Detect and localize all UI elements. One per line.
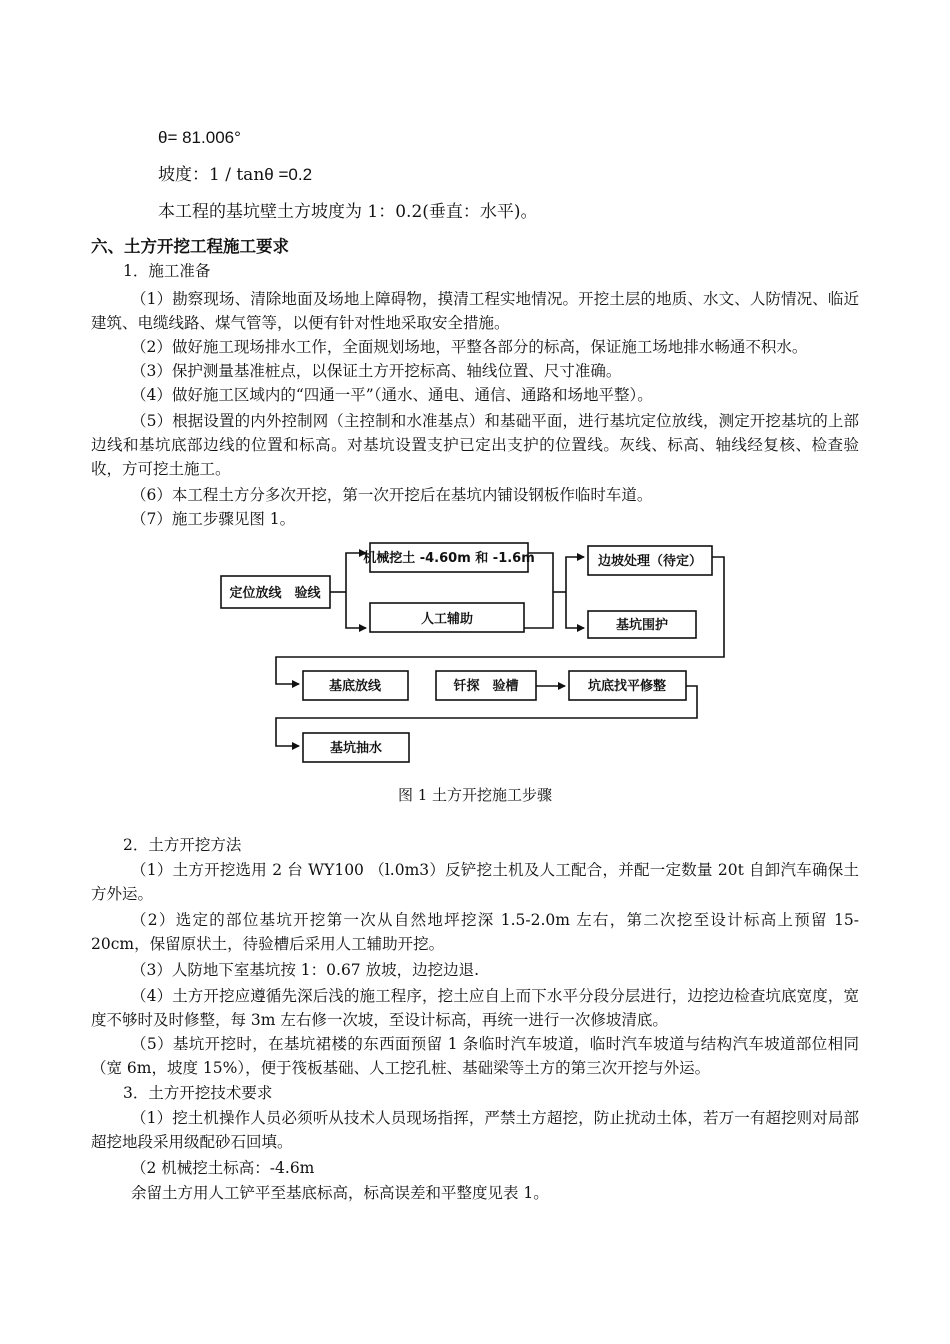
- method-item-3: （3）人防地下室基坑按 1：0.67 放坡，边挖边退.: [131, 961, 480, 979]
- prep-item-7: （7）施工步骤见图 1。: [131, 510, 296, 528]
- prep-item-6: （6）本工程土方分多次开挖，第一次开挖后在基坑内铺设钢板作临时车道。: [131, 486, 653, 504]
- node-base-line: 基底放线: [328, 679, 382, 694]
- technical-item-1: （1）挖土机操作人员必须听从技术人员现场指挥，严禁土方超挖，防止扰动土体，若万一有超挖则对局部超挖地段采用级配砂石回填。: [91, 1109, 859, 1151]
- edge-to-manual: [346, 592, 366, 628]
- method-item-5: （5）基坑开挖时，在基坑裙楼的东西面预留 1 条临时汽车坡道，临时汽车坡道与结构汽车坡道部位相同（宽 6m，坡度 15%），便于筏板基础、人工挖孔桩、基础梁等土方的第三次开挖与外运。: [91, 1035, 859, 1077]
- slope-value: θ =0.2: [264, 165, 313, 184]
- edge-to-support: [566, 592, 584, 628]
- node-pump: 基坑抽水: [329, 741, 383, 756]
- slope-label: 坡度：1 / tan: [158, 165, 265, 185]
- section-title: 六、土方开挖工程施工要求: [91, 237, 289, 256]
- edge-to-slope: [566, 557, 584, 592]
- node-probe: 钎探 验槽: [453, 679, 519, 694]
- method-heading: 2．土方开挖方法: [123, 836, 242, 854]
- node-support: 基坑围护: [615, 618, 669, 633]
- technical-item-3: 余留土方用人工铲平至基底标高，标高误差和平整度见表 1。: [131, 1184, 549, 1202]
- method-item-2: （2）选定的部位基坑开挖第一次从自然地坪挖深 1.5-2.0m 左右，第二次挖至设计标高上预留 15-20cm，保留原状土，待验槽后采用人工辅助开挖。: [91, 911, 859, 953]
- figure-caption: 图 1 土方开挖施工步骤: [397, 786, 553, 804]
- prep-item-5: （5）根据设置的内外控制网（主控制和水准基点）和基础平面，进行基坑定位放线，测定开挖基坑的上部边线和基坑底部边线的位置和标高。对基坑设置支护已定出支护的位置线。灰线、标高、轴线经复核、检查验收，方可挖土施工。: [91, 412, 859, 478]
- node-locate: 定位放线 验线: [229, 586, 321, 601]
- method-item-4: （4）土方开挖应遵循先深后浅的施工程序，挖土应自上而下水平分段分层进行，边挖边检查坑底宽度，宽度不够时及时修整，每 3m 左右修一次坡，至设计标高，再统一进行一次修坡清底。: [91, 987, 859, 1029]
- method-item-1: （1）土方开挖选用 2 台 WY100 （l.0m3）反铲挖土机及人工配合，并配一定数量 20t 自卸汽车确保土方外运。: [91, 861, 859, 903]
- edge-to-pump: [276, 686, 697, 746]
- technical-heading: 3．土方开挖技术要求: [123, 1084, 273, 1102]
- prep-item-2: （2）做好施工现场排水工作，全面规划场地，平整各部分的标高，保证施工场地排水畅通不积水。: [131, 338, 808, 356]
- node-manual: 人工辅助: [420, 612, 474, 627]
- node-slope: 边坡处理（待定）: [597, 554, 703, 569]
- theta-value: θ= 81.006°: [158, 128, 241, 147]
- node-level: 坑底找平修整: [587, 679, 667, 694]
- technical-item-2: （2 机械挖土标高：-4.6m: [131, 1159, 315, 1177]
- prep-item-3: （3）保护测量基准桩点，以保证土方开挖标高、轴线位置、尺寸准确。: [131, 362, 622, 380]
- prep-item-4: （4）做好施工区域内的“四通一平”（通水、通电、通信、通路和场地平整）。: [131, 386, 653, 404]
- node-machine: 机械挖土 -4.60m 和 -1.6m: [363, 551, 535, 566]
- prep-item-1: （1）勘察现场、清除地面及场地上障碍物，摸清工程实地情况。开挖土层的地质、水文、人防情况、临近建筑、电缆线路、煤气管等，以便有针对性地采取安全措施。: [91, 290, 859, 332]
- slope-conclusion: 本工程的基坑壁土方坡度为 1：0.2(垂直：水平)。: [158, 202, 538, 222]
- prep-heading: 1．施工准备: [123, 262, 211, 280]
